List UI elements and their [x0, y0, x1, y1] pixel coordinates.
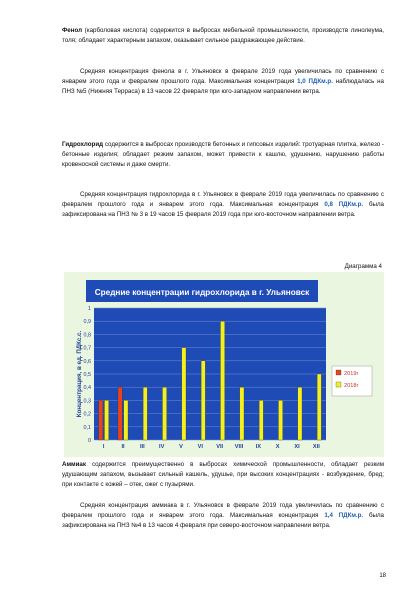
chart-x-tick-label: IV [159, 444, 165, 450]
hcl-concentration-paragraph [62, 190, 384, 220]
chart-x-tick-label: III [139, 444, 145, 450]
chart-plot-layer [84, 306, 373, 450]
diagram-label: Диаграмма 4 [344, 263, 382, 270]
chart-y-tick-label: 0,6 [83, 358, 91, 365]
hcl-chart-svg [64, 272, 384, 457]
chart-y-tick-label: 0,4 [83, 385, 91, 392]
hcl-intro-text: содержится в выбросах производств бетонных и гипсовых изделий: тротуарная плитка, железо - бетонные изделия; обладает резким запахом, может привести к кашлю, удушению, нарушению работы кровеносной системы и даже смерти. [62, 141, 384, 168]
hcl-concentration-tail: была зафиксирована на ПНЗ № 3 в 19 часов 15 февраля 2019 года при юго-восточном направлении ветра. [62, 200, 384, 218]
chart-y-tick-label: 0,1 [83, 424, 91, 431]
chart-bar [240, 387, 244, 440]
chart-y-tick-label: 0,3 [83, 398, 91, 405]
chart-bar [201, 361, 205, 440]
hcl-max-value: 0,8 ПДКм.р. [324, 200, 364, 208]
chart-title: Средние концентрации гидрохлорида в г. Ульяновск [94, 288, 310, 297]
chart-x-tick-label: V [179, 444, 183, 450]
ammonia-concentration-paragraph [62, 501, 384, 531]
ammonia-concentration-text: Средняя концентрация аммиака в г. Ульяновск в феврале 2019 года увеличилась по сравнению с февралем прошлого года и январем этого года. Максимальная концентрация [62, 502, 384, 519]
chart-x-tick-label: VII [216, 444, 224, 450]
chart-bar [118, 387, 122, 440]
chart-bar [99, 400, 103, 440]
chart-x-tick-label: XI [294, 444, 300, 450]
chart-y-tick-label: 0 [88, 438, 91, 444]
chart-x-tick-label: I [102, 444, 105, 450]
hcl-chart [64, 272, 384, 457]
ammonia-concentration-tail: была зафиксирована на ПНЗ №4 в 13 часов 4 февраля при северо-восточном направлении ветра. [62, 511, 384, 529]
hcl-term: Гидрохлорид [62, 141, 104, 148]
chart-bar [143, 387, 147, 440]
chart-legend-swatch [336, 382, 341, 387]
chart-bar [220, 321, 224, 440]
ammonia-intro-text: содержится преимущественно в выбросах химической промышленности, обладает резким удушающим запахом, вызывает сильный кашель, удушье, при высоких концентрациях - возбуждение, бред; при контакте с кожей – отек, ожег с пузырями. [62, 461, 384, 488]
chart-y-tick-label: 0,7 [83, 345, 91, 352]
chart-y-tick-label: 0,2 [83, 411, 91, 418]
ammonia-intro-paragraph [62, 460, 384, 490]
chart-y-tick-label: 0,5 [83, 372, 91, 378]
phenol-term: Фенол [62, 27, 83, 34]
chart-bar [104, 400, 108, 440]
hcl-concentration-text: Средняя концентрация гидрохлорида в г. Ульяновск в феврале 2019 года увеличилась по сравнению с февралем прошлого года и январем этого года. Максимальная концентрация [62, 191, 384, 208]
chart-bar [162, 387, 166, 440]
chart-legend-label: 2019г [344, 371, 359, 377]
chart-legend-label: 2018г [344, 383, 359, 389]
chart-y-tick-label: 0,9 [83, 319, 91, 326]
chart-x-tick-label: XII [312, 444, 320, 450]
chart-x-tick-label: VIII [234, 444, 244, 450]
chart-legend-swatch [336, 370, 341, 375]
chart-x-tick-label: VI [197, 444, 203, 450]
chart-bar [259, 400, 263, 440]
phenol-intro-text: (карболовая кислота) содержится в выбросах мебельной промышленности, производств линолеума, толя; обладает характерным запахом, оказывает сильное раздражающее действие. [62, 27, 384, 44]
ammonia-max-value: 1,4 ПДКм.р. [324, 511, 364, 519]
chart-bar [182, 348, 186, 440]
hcl-intro-paragraph [62, 140, 384, 170]
chart-bar [124, 400, 128, 440]
chart-y-tick-label: 0,8 [83, 332, 91, 339]
chart-bar [278, 400, 282, 440]
phenol-concentration-text: Средняя концентрация фенола в г. Ульяновск в феврале 2019 года увеличилась по сравнению с январем этого года и февралем прошлого года. Максимальная концентрация [62, 68, 384, 85]
ammonia-term: Аммиак [62, 461, 86, 468]
chart-x-tick-label: IX [255, 444, 261, 450]
chart-y-axis-label: Концентрация, в ед. ПДКс.с. [76, 330, 83, 418]
chart-bar [317, 374, 321, 440]
phenol-concentration-paragraph [62, 67, 384, 97]
chart-bar [298, 387, 302, 440]
phenol-max-value: 1,0 ПДКм.р. [297, 77, 333, 85]
phenol-intro-paragraph [62, 26, 384, 46]
page-number: 18 [379, 573, 386, 579]
chart-x-tick-label: X [275, 444, 280, 450]
chart-y-tick-label: 1 [88, 306, 91, 312]
phenol-concentration-tail: наблюдалась на ПНЗ №5 (Нижняя Терраса) в 13 часов 22 февраля при юго-западном направлении ветра. [62, 77, 384, 95]
chart-x-tick-label: II [121, 444, 125, 450]
